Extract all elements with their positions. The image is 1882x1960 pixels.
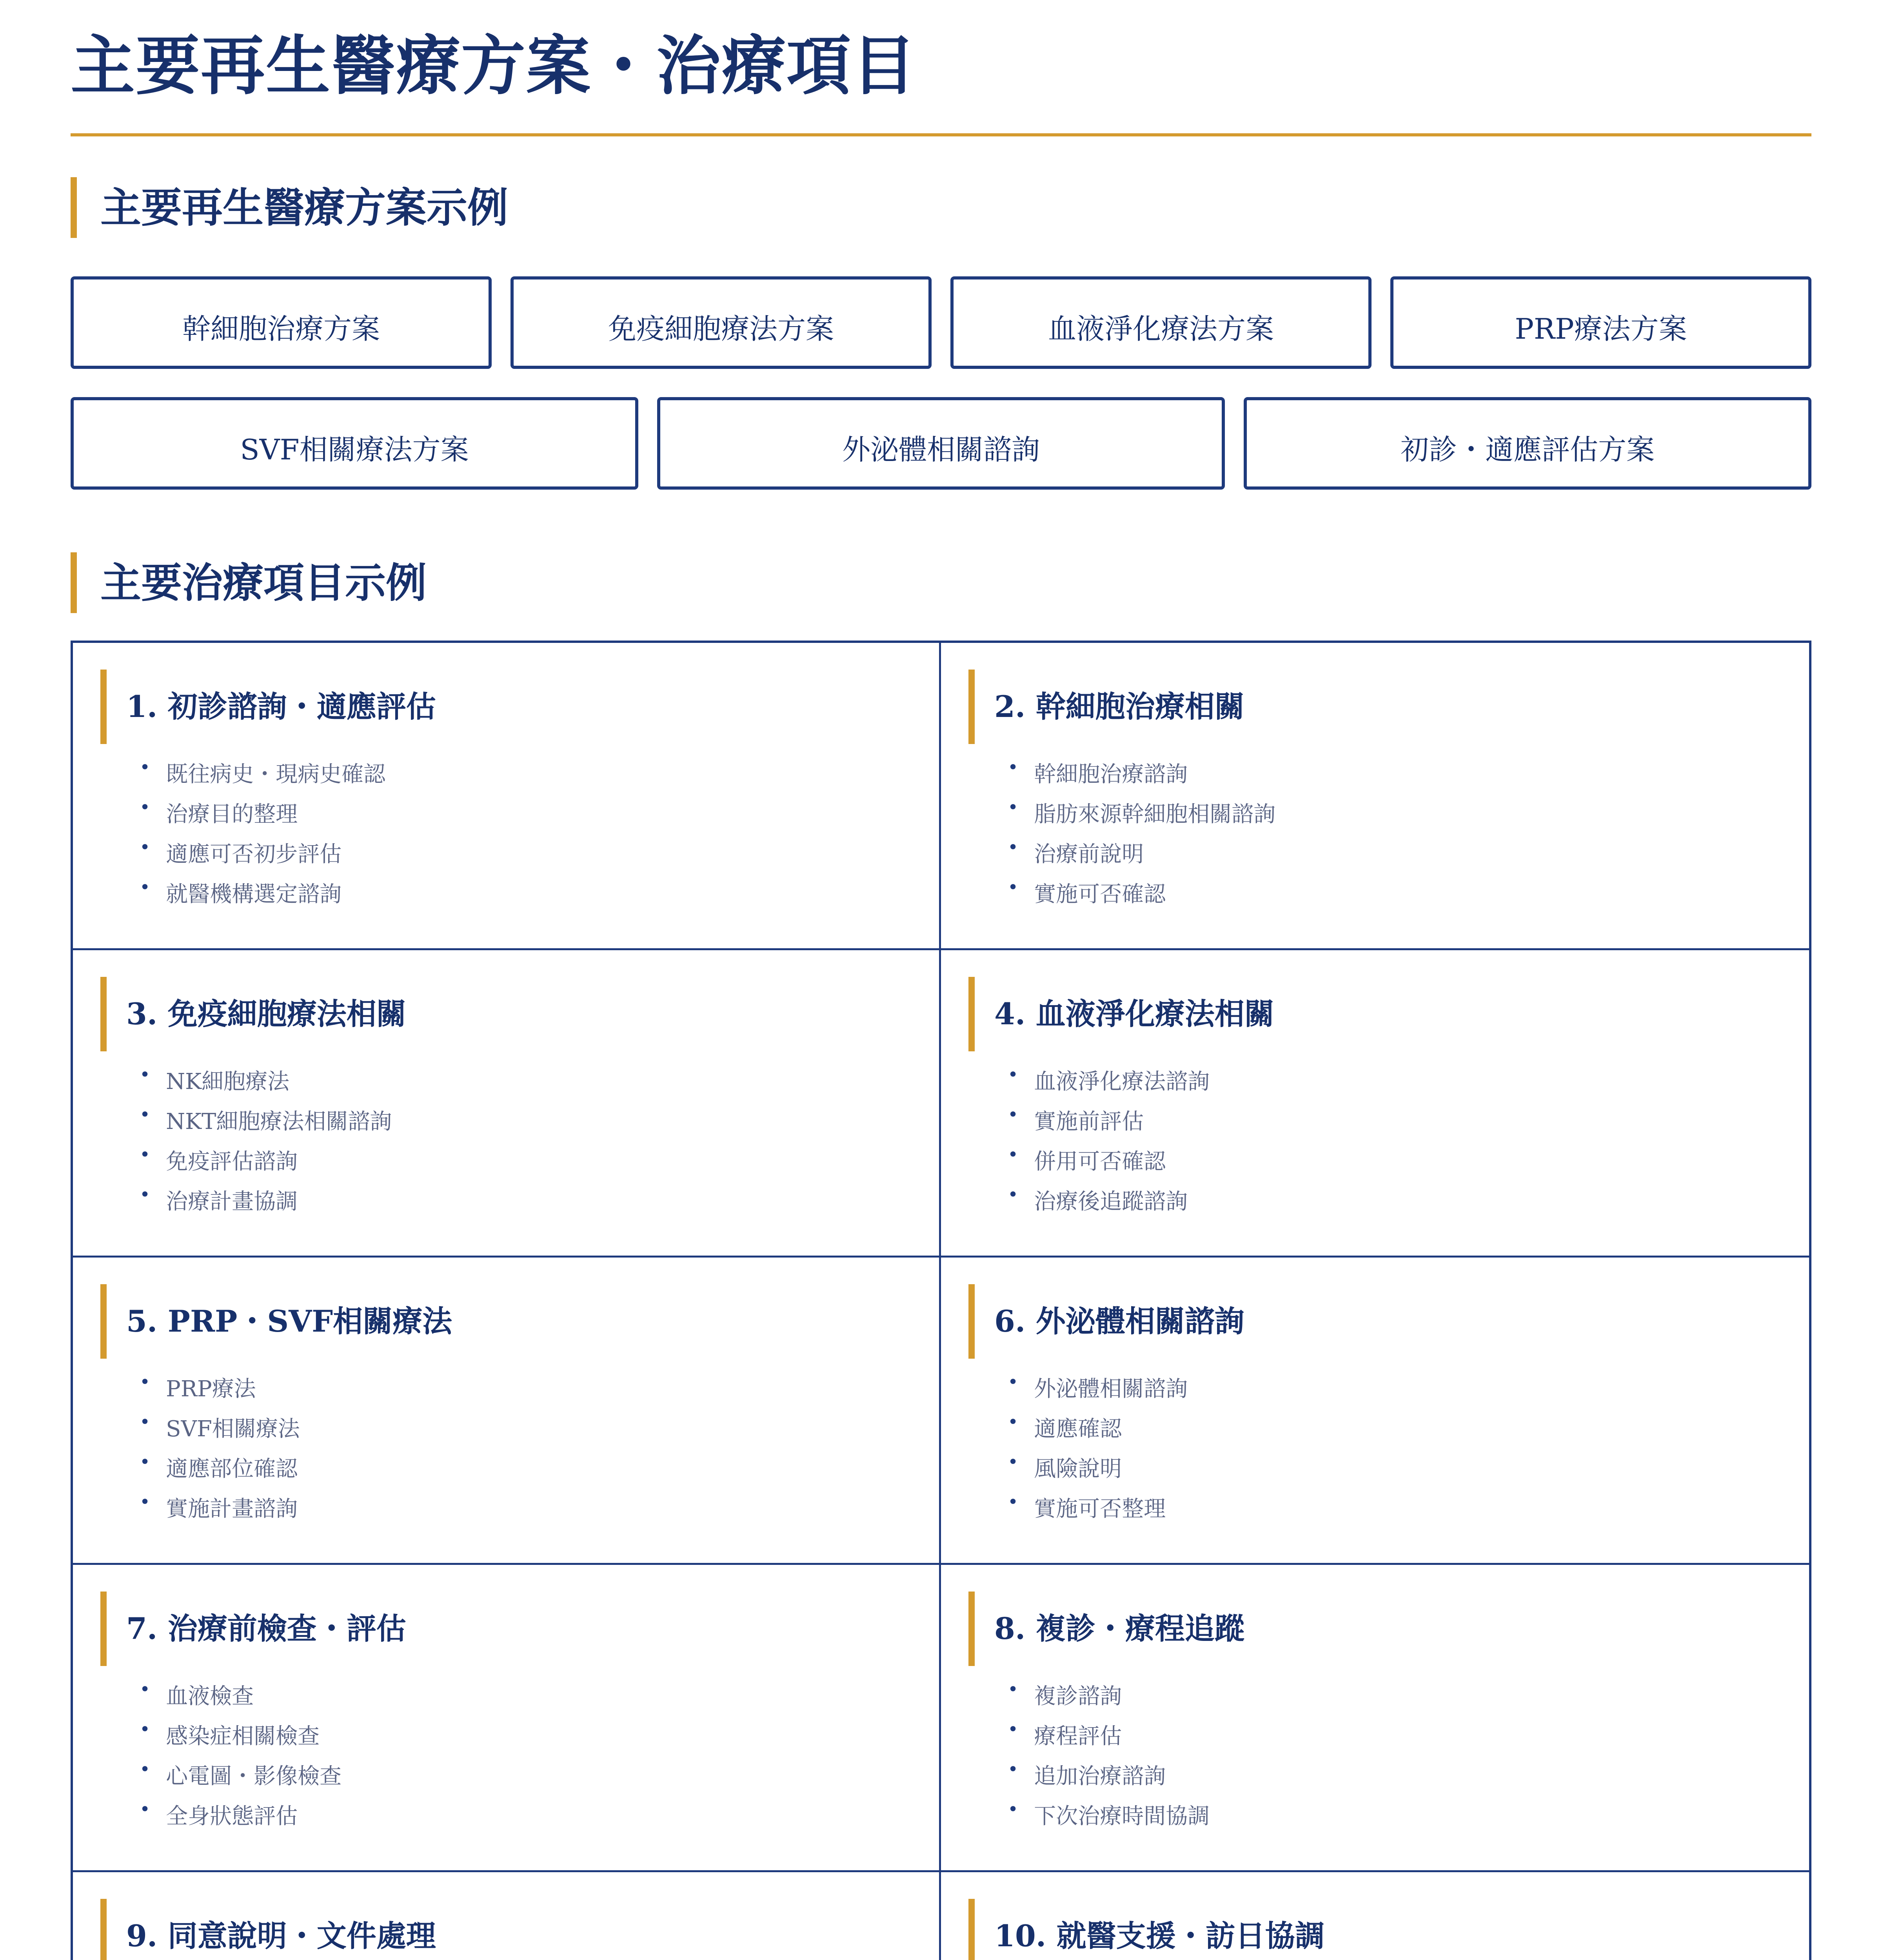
plan-exosome: 外泌體相關諮詢 bbox=[657, 397, 1225, 490]
bullet-icon: • bbox=[1008, 1451, 1019, 1472]
bullet-icon: • bbox=[140, 1798, 151, 1820]
bullet-icon: • bbox=[140, 1679, 151, 1700]
bullet-icon: • bbox=[1008, 1104, 1019, 1125]
bullet-icon: • bbox=[1008, 757, 1019, 778]
plans-row-1 bbox=[71, 276, 1811, 369]
card-accent-bar bbox=[968, 1284, 975, 1359]
plan-initial-assessment: 初診・適應評估方案 bbox=[1244, 397, 1811, 490]
bullet-icon: • bbox=[1008, 1371, 1019, 1392]
list-item: • 血液淨化療法諮詢 bbox=[1008, 1064, 1210, 1094]
treatment-card-9 bbox=[73, 1872, 941, 1960]
plan-immune-cell: 免疫細胞療法方案 bbox=[510, 276, 932, 369]
bullet-icon: • bbox=[1008, 1064, 1019, 1085]
list-item: • 實施前評估 bbox=[1008, 1104, 1144, 1134]
card-title: 1. 初診諮詢・適應評估 bbox=[126, 689, 436, 724]
list-item: • 全身狀態評估 bbox=[140, 1798, 298, 1829]
list-item: • 就醫機構選定諮詢 bbox=[140, 877, 342, 907]
bullet-icon: • bbox=[1008, 1719, 1019, 1740]
list-item: • 下次治療時間協調 bbox=[1008, 1798, 1210, 1829]
bullet-icon: • bbox=[1008, 837, 1019, 858]
list-item: • 血液檢查 bbox=[140, 1679, 254, 1709]
list-item: • 心電圖・影像檢查 bbox=[140, 1759, 342, 1789]
card-accent-bar bbox=[968, 670, 975, 744]
list-item: • 治療後追蹤諮詢 bbox=[1008, 1184, 1188, 1214]
card-title: 3. 免疫細胞療法相關 bbox=[126, 996, 406, 1031]
card-title: 2. 幹細胞治療相關 bbox=[994, 689, 1244, 724]
card-accent-bar bbox=[100, 977, 107, 1051]
bullet-icon: • bbox=[140, 1719, 151, 1740]
list-item: • 療程評估 bbox=[1008, 1719, 1122, 1749]
bullet-icon: • bbox=[140, 877, 151, 898]
bullet-icon: • bbox=[1008, 1798, 1019, 1820]
list-item: • 複診諮詢 bbox=[1008, 1679, 1122, 1709]
list-item: • 實施可否確認 bbox=[1008, 877, 1166, 907]
treatment-card-6 bbox=[941, 1258, 1809, 1565]
heading-accent-bar bbox=[71, 552, 77, 613]
bullet-icon: • bbox=[140, 1144, 151, 1165]
treatments-grid bbox=[71, 641, 1811, 1960]
plan-prp: PRP療法方案 bbox=[1390, 276, 1811, 369]
list-item: • 適應可否初步評估 bbox=[140, 837, 342, 867]
list-item: • 風險說明 bbox=[1008, 1451, 1122, 1482]
treatments-heading-text: 主要治療項目示例 bbox=[100, 558, 427, 607]
card-title: 4. 血液淨化療法相關 bbox=[994, 996, 1274, 1031]
card-title: 8. 複診・療程追蹤 bbox=[994, 1611, 1244, 1646]
card-accent-bar bbox=[100, 670, 107, 744]
treatment-card-1 bbox=[73, 643, 941, 950]
list-item: • PRP療法 bbox=[140, 1371, 256, 1402]
bullet-icon: • bbox=[140, 1104, 151, 1125]
card-title: 9. 同意說明・文件處理 bbox=[126, 1918, 436, 1953]
heading-accent-bar bbox=[71, 177, 77, 238]
card-title: 10. 就醫支援・訪日協調 bbox=[994, 1918, 1325, 1953]
treatments-section-heading bbox=[71, 552, 1811, 613]
bullet-icon: • bbox=[140, 757, 151, 778]
list-item: • 治療計畫協調 bbox=[140, 1184, 298, 1214]
bullet-icon: • bbox=[140, 837, 151, 858]
card-accent-bar bbox=[100, 1284, 107, 1359]
card-accent-bar bbox=[100, 1899, 107, 1960]
plan-svf: SVF相關療法方案 bbox=[71, 397, 638, 490]
bullet-icon: • bbox=[1008, 1759, 1019, 1780]
page-title: 主要再生醫療方案・治療項目 bbox=[71, 28, 917, 103]
treatment-card-8 bbox=[941, 1565, 1809, 1872]
title-divider bbox=[71, 133, 1811, 136]
bullet-icon: • bbox=[1008, 877, 1019, 898]
list-item: • SVF相關療法 bbox=[140, 1411, 300, 1442]
card-accent-bar bbox=[968, 1592, 975, 1666]
bullet-icon: • bbox=[140, 1371, 151, 1392]
list-item: • 實施可否整理 bbox=[1008, 1491, 1166, 1522]
treatment-card-4 bbox=[941, 950, 1809, 1258]
list-item: • 治療目的整理 bbox=[140, 797, 298, 827]
card-accent-bar bbox=[968, 977, 975, 1051]
bullet-icon: • bbox=[140, 1759, 151, 1780]
card-title: 7. 治療前檢查・評估 bbox=[126, 1611, 406, 1646]
list-item: • NKT細胞療法相關諮詢 bbox=[140, 1104, 392, 1134]
treatment-card-3 bbox=[73, 950, 941, 1258]
bullet-icon: • bbox=[140, 797, 151, 818]
card-accent-bar bbox=[100, 1592, 107, 1666]
list-item: • 脂肪來源幹細胞相關諮詢 bbox=[1008, 797, 1276, 827]
bullet-icon: • bbox=[140, 1491, 151, 1512]
list-item: • 免疫評估諮詢 bbox=[140, 1144, 298, 1174]
treatment-card-10 bbox=[941, 1872, 1809, 1960]
card-title: 5. PRP・SVF相關療法 bbox=[126, 1304, 452, 1339]
list-item: • 併用可否確認 bbox=[1008, 1144, 1166, 1174]
treatment-card-2 bbox=[941, 643, 1809, 950]
list-item: • 實施計畫諮詢 bbox=[140, 1491, 298, 1522]
list-item: • 適應確認 bbox=[1008, 1411, 1122, 1442]
plans-heading-text: 主要再生醫療方案示例 bbox=[100, 183, 509, 232]
card-title: 6. 外泌體相關諮詢 bbox=[994, 1304, 1244, 1339]
list-item: • 外泌體相關諮詢 bbox=[1008, 1371, 1188, 1402]
plans-row-2 bbox=[71, 397, 1811, 490]
bullet-icon: • bbox=[140, 1411, 151, 1432]
treatment-card-7 bbox=[73, 1565, 941, 1872]
bullet-icon: • bbox=[1008, 1491, 1019, 1512]
list-item: • 適應部位確認 bbox=[140, 1451, 298, 1482]
plans-section-heading bbox=[71, 177, 1811, 238]
treatment-card-5 bbox=[73, 1258, 941, 1565]
bullet-icon: • bbox=[140, 1451, 151, 1472]
bullet-icon: • bbox=[140, 1184, 151, 1205]
list-item: • 幹細胞治療諮詢 bbox=[1008, 757, 1188, 787]
list-item: • 既往病史・現病史確認 bbox=[140, 757, 386, 787]
list-item: • 治療前說明 bbox=[1008, 837, 1144, 867]
bullet-icon: • bbox=[140, 1064, 151, 1085]
bullet-icon: • bbox=[1008, 1144, 1019, 1165]
bullet-icon: • bbox=[1008, 1679, 1019, 1700]
bullet-icon: • bbox=[1008, 1184, 1019, 1205]
bullet-icon: • bbox=[1008, 797, 1019, 818]
list-item: • 追加治療諮詢 bbox=[1008, 1759, 1166, 1789]
card-accent-bar bbox=[968, 1899, 975, 1960]
bullet-icon: • bbox=[1008, 1411, 1019, 1432]
plan-stem-cell: 幹細胞治療方案 bbox=[71, 276, 492, 369]
plan-blood-purification: 血液淨化療法方案 bbox=[950, 276, 1372, 369]
list-item: • 感染症相關檢查 bbox=[140, 1719, 320, 1749]
list-item: • NK細胞療法 bbox=[140, 1064, 289, 1094]
